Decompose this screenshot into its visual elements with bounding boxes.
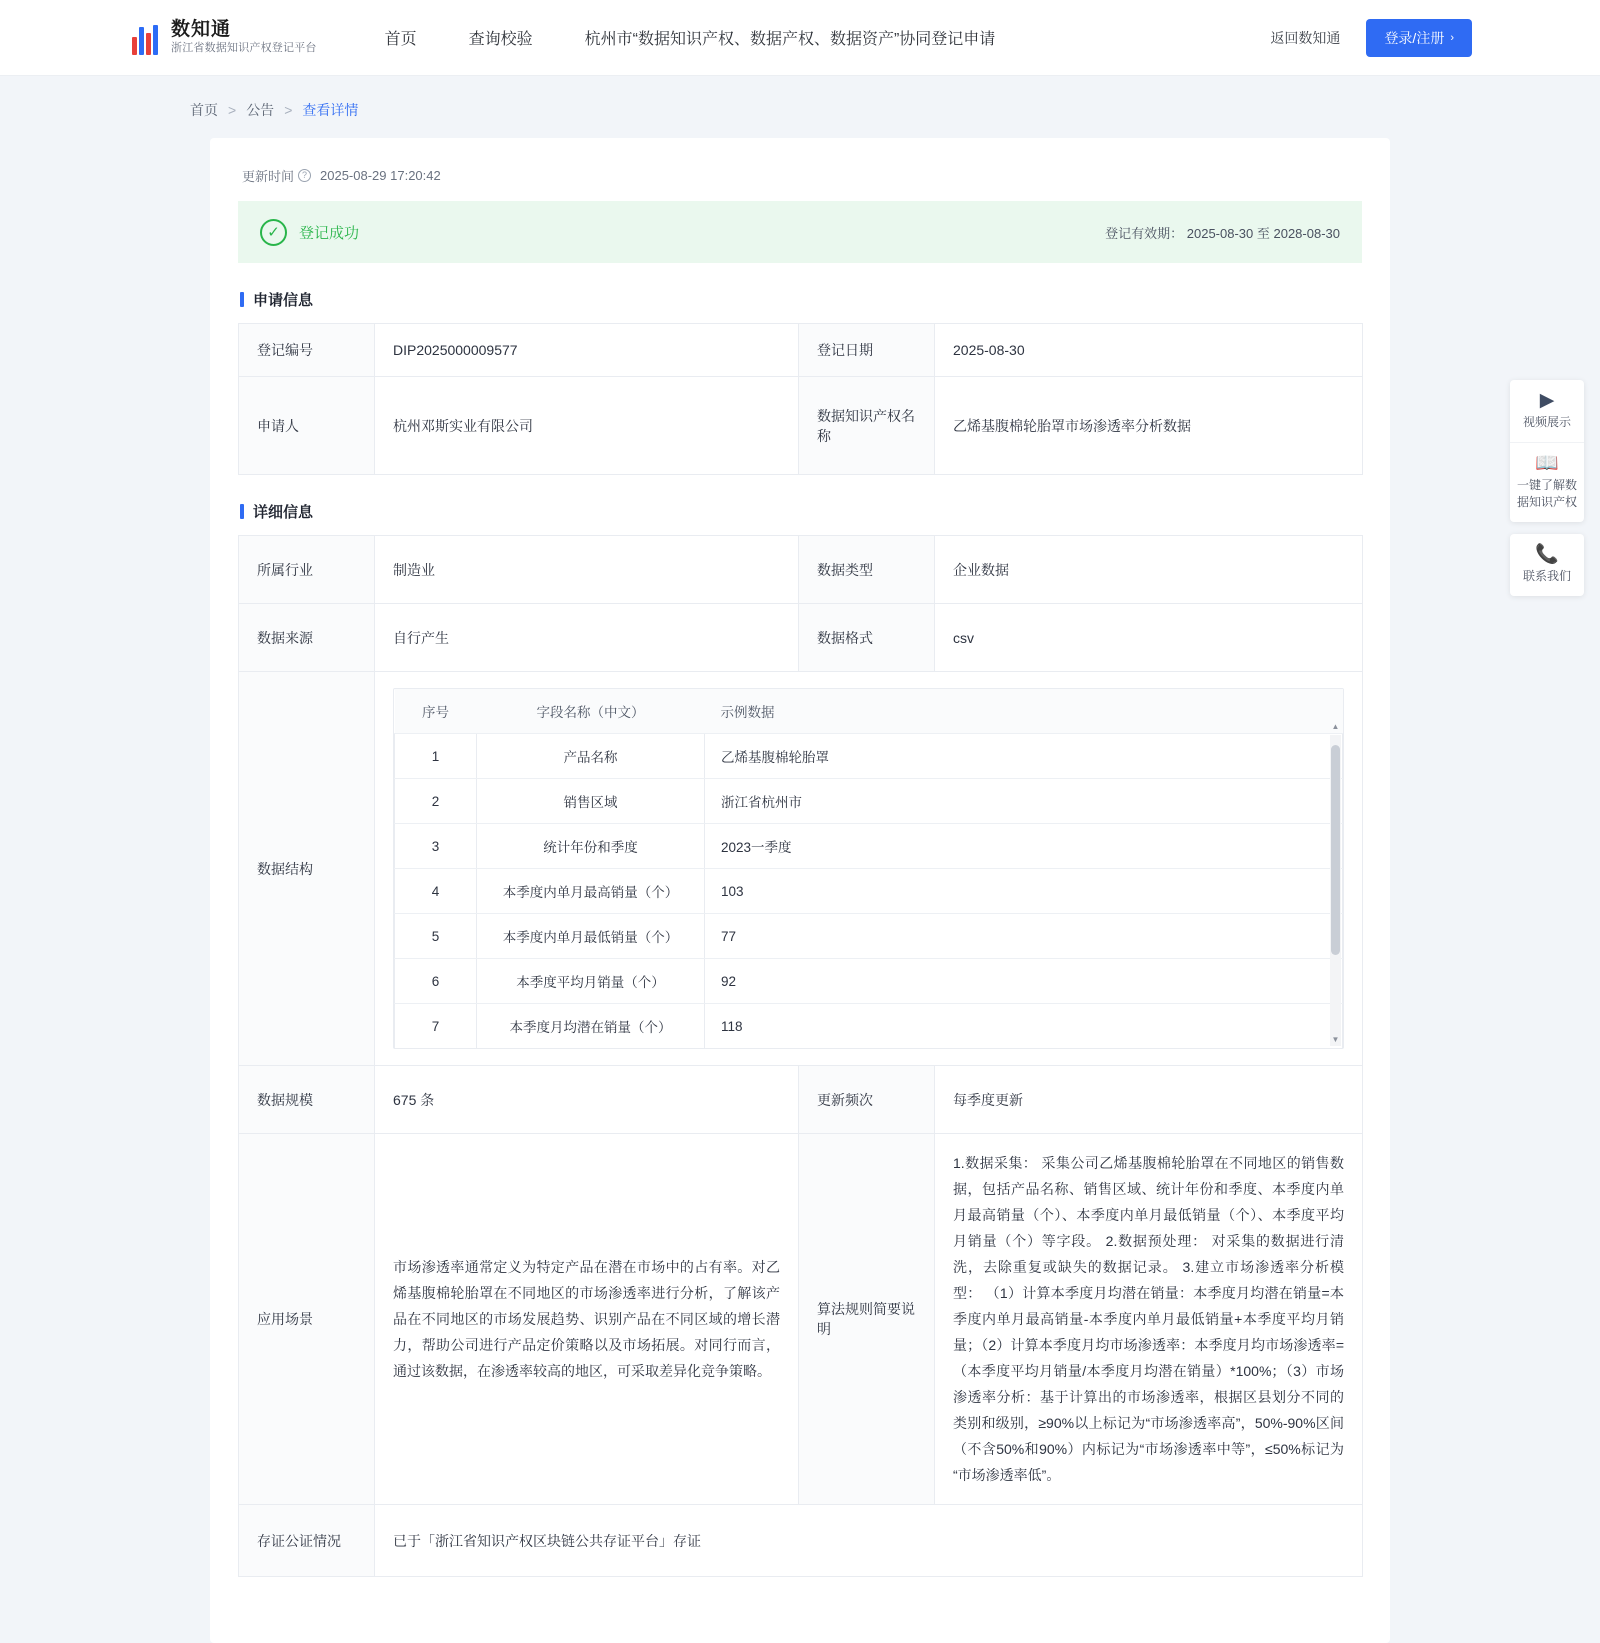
validity-period <box>1105 223 1340 242</box>
cell-index: 2 <box>395 779 477 824</box>
brand-title: 数知通 <box>171 19 232 40</box>
update-freq-label: 更新频次 <box>799 1066 935 1134</box>
scene-label: 应用场景 <box>239 1134 375 1505</box>
table-row-data-structure <box>239 672 1363 1066</box>
data-type-value: 企业数据 <box>935 536 1363 604</box>
col-sample-data: 示例数据 <box>705 689 1343 734</box>
table-row <box>239 1505 1363 1577</box>
book-icon: 📖 <box>1535 453 1559 474</box>
cell-sample: 乙烯基腹棉轮胎罩 <box>705 734 1343 779</box>
breadcrumb-separator: > <box>228 102 237 118</box>
login-register-button[interactable] <box>1366 19 1472 57</box>
table-row <box>395 779 1343 824</box>
float-group-primary <box>1510 380 1584 522</box>
cell-index: 3 <box>395 824 477 869</box>
scene-value: 市场渗透率通常定义为特定产品在潜在市场中的占有率。对乙烯基腹棉轮胎罩在不同地区的市场渗透率进行分析，了解该产品在不同地区的市场发展趋势、识别产品在不同区域的增长潜力，帮助公司进行产品定价策略以及市场拓展。对同行而言，通过该数据，在渗透率较高的地区，可采取差异化竞争策略。 <box>375 1134 799 1505</box>
nav-item-home[interactable]: 首页 <box>384 31 417 48</box>
applicant-value: 杭州邓斯实业有限公司 <box>375 377 799 475</box>
table-row <box>395 914 1343 959</box>
nav-item-joint-registration[interactable]: 杭州市“数据知识产权、数据产权、数据资产”协同登记申请 <box>584 31 996 48</box>
data-source-value: 自行产生 <box>375 604 799 672</box>
update-time-value: 2025-08-29 17:20:42 <box>320 168 441 183</box>
cell-field: 本季度内单月最高销量（个） <box>477 869 705 914</box>
cell-sample: 浙江省杭州市 <box>705 779 1343 824</box>
applicant-label: 申请人 <box>239 377 375 475</box>
nav-item-query[interactable]: 查询校验 <box>468 31 533 48</box>
table-row <box>239 324 1363 377</box>
float-label-learn: 一键了解数据知识产权 <box>1516 478 1577 509</box>
table-row <box>395 959 1343 1004</box>
float-label-video: 视频展示 <box>1522 415 1571 429</box>
validity-label: 登记有效期： <box>1105 225 1184 241</box>
scroll-up-icon[interactable]: ▲ <box>1331 722 1340 731</box>
data-format-label: 数据格式 <box>799 604 935 672</box>
breadcrumb <box>190 100 1600 120</box>
reg-date-value: 2025-08-30 <box>935 324 1363 377</box>
scroll-down-icon[interactable]: ▼ <box>1331 1035 1340 1044</box>
cell-index: 5 <box>395 914 477 959</box>
col-field-name: 字段名称（中文） <box>477 689 705 734</box>
update-freq-value: 每季度更新 <box>935 1066 1363 1134</box>
cell-field: 本季度内单月最低销量（个） <box>477 914 705 959</box>
data-source-label: 数据来源 <box>239 604 375 672</box>
float-item-video-demo[interactable] <box>1510 380 1584 442</box>
float-item-learn-dip[interactable] <box>1510 442 1584 522</box>
cell-sample: 92 <box>705 959 1343 1004</box>
table-row <box>395 1004 1343 1049</box>
cell-index: 6 <box>395 959 477 1004</box>
cell-index: 7 <box>395 1004 477 1049</box>
check-circle-icon: ✓ <box>260 219 287 246</box>
brand-logo[interactable] <box>128 19 317 56</box>
phone-icon: 📞 <box>1535 544 1559 565</box>
table-row <box>239 536 1363 604</box>
brand-subtitle: 浙江省数据知识产权登记平台 <box>171 42 317 54</box>
login-label: 登录/注册 <box>1384 29 1445 46</box>
update-time-label: 更新时间 <box>242 169 295 184</box>
col-index: 序号 <box>395 689 477 734</box>
reg-no-value: DIP2025000009577 <box>375 324 799 377</box>
data-structure-table <box>394 689 1343 1048</box>
table-row <box>395 734 1343 779</box>
cell-sample: 77 <box>705 914 1343 959</box>
reg-date-label: 登记日期 <box>799 324 935 377</box>
data-structure-scrollbar[interactable] <box>1330 722 1341 1046</box>
cell-index: 1 <box>395 734 477 779</box>
update-time-row <box>242 166 1362 185</box>
breadcrumb-item-detail: 查看详情 <box>302 102 359 118</box>
data-structure-label: 数据结构 <box>239 672 375 1066</box>
float-item-contact-us[interactable] <box>1510 534 1584 596</box>
status-badge: 登记成功 <box>299 224 360 242</box>
brand-text <box>171 19 317 56</box>
data-scale-value: 675 条 <box>375 1066 799 1134</box>
apply-info-table <box>238 323 1363 475</box>
table-row <box>239 604 1363 672</box>
algo-label: 算法规则简要说明 <box>799 1134 935 1505</box>
industry-value: 制造业 <box>375 536 799 604</box>
site-header <box>0 0 1600 76</box>
float-group-contact <box>1510 534 1584 596</box>
back-to-portal-link[interactable]: 返回数知通 <box>1270 29 1341 46</box>
cell-sample: 2023一季度 <box>705 824 1343 869</box>
validity-value: 2025-08-30 至 2028-08-30 <box>1186 225 1340 241</box>
breadcrumb-separator: > <box>284 102 293 118</box>
help-icon[interactable]: ? <box>298 169 311 182</box>
reg-no-label: 登记编号 <box>239 324 375 377</box>
data-type-label: 数据类型 <box>799 536 935 604</box>
cell-field: 销售区域 <box>477 779 705 824</box>
logo-bars-icon <box>128 21 162 55</box>
chevron-right-icon: › <box>1450 31 1454 44</box>
scrollbar-thumb[interactable] <box>1331 745 1340 955</box>
video-icon: ▶ <box>1539 390 1555 411</box>
section-title-apply-info: 申请信息 <box>240 289 1362 310</box>
main-nav <box>359 26 1022 49</box>
dip-name-value: 乙烯基腹棉轮胎罩市场渗透率分析数据 <box>935 377 1363 475</box>
table-header-row <box>395 689 1343 734</box>
floating-sidebar <box>1510 380 1584 608</box>
data-scale-label: 数据规模 <box>239 1066 375 1134</box>
cell-index: 4 <box>395 869 477 914</box>
cell-field: 统计年份和季度 <box>477 824 705 869</box>
data-structure-cell <box>375 672 1363 1066</box>
table-row <box>395 824 1343 869</box>
cell-field: 本季度平均月销量（个） <box>477 959 705 1004</box>
cell-field: 产品名称 <box>477 734 705 779</box>
data-format-value: csv <box>935 604 1363 672</box>
header-right <box>1270 19 1472 57</box>
industry-label: 所属行业 <box>239 536 375 604</box>
algo-value: 1.数据采集： 采集公司乙烯基腹棉轮胎罩在不同地区的销售数据，包括产品名称、销售区域、统计年份和季度、本季度内单月最高销量（个）、本季度内单月最低销量（个）、本季度平均月销量（个）等字段。 2.数据预处理： 对采集的数据进行清洗，去除重复或缺失的数据记录。 3.建立市场渗透率分析模型： （1）计算本季度月均潜在销量：本季度月均潜在销量=本季度内单月最高销量-本季度内单月最低销量+本季度平均月销量；（2）计算本季度月均市场渗透率：本季度月均市场渗透率=（本季度平均月销量/本季度月均潜在销量）*100%；（3）市场渗透率分析：基于计算出的市场渗透率，根据区县划分不同的类别和级别，≥90%以上标记为“市场渗透率高”，50%-90%区间（不含50%和90%）内标记为“市场渗透率中等”，≤50%标记为“市场渗透率低”。 <box>935 1134 1363 1505</box>
breadcrumb-item-home[interactable]: 首页 <box>190 102 218 118</box>
notary-label: 存证公证情况 <box>239 1505 375 1577</box>
table-row <box>239 377 1363 475</box>
table-row <box>395 869 1343 914</box>
data-structure-box <box>393 688 1344 1049</box>
breadcrumb-item-notice[interactable]: 公告 <box>246 102 275 118</box>
float-label-contact: 联系我们 <box>1522 569 1571 583</box>
dip-name-label: 数据知识产权名称 <box>799 377 935 475</box>
cell-sample: 103 <box>705 869 1343 914</box>
cell-field: 本季度月均潜在销量（个） <box>477 1004 705 1049</box>
detail-card <box>210 138 1390 1643</box>
section-title-detail-info: 详细信息 <box>240 501 1362 522</box>
status-banner <box>238 201 1362 263</box>
notary-value: 已于「浙江省知识产权区块链公共存证平台」存证 <box>375 1505 1363 1577</box>
detail-info-table <box>238 535 1363 1577</box>
cell-sample: 118 <box>705 1004 1343 1049</box>
table-row <box>239 1134 1363 1505</box>
table-row <box>239 1066 1363 1134</box>
